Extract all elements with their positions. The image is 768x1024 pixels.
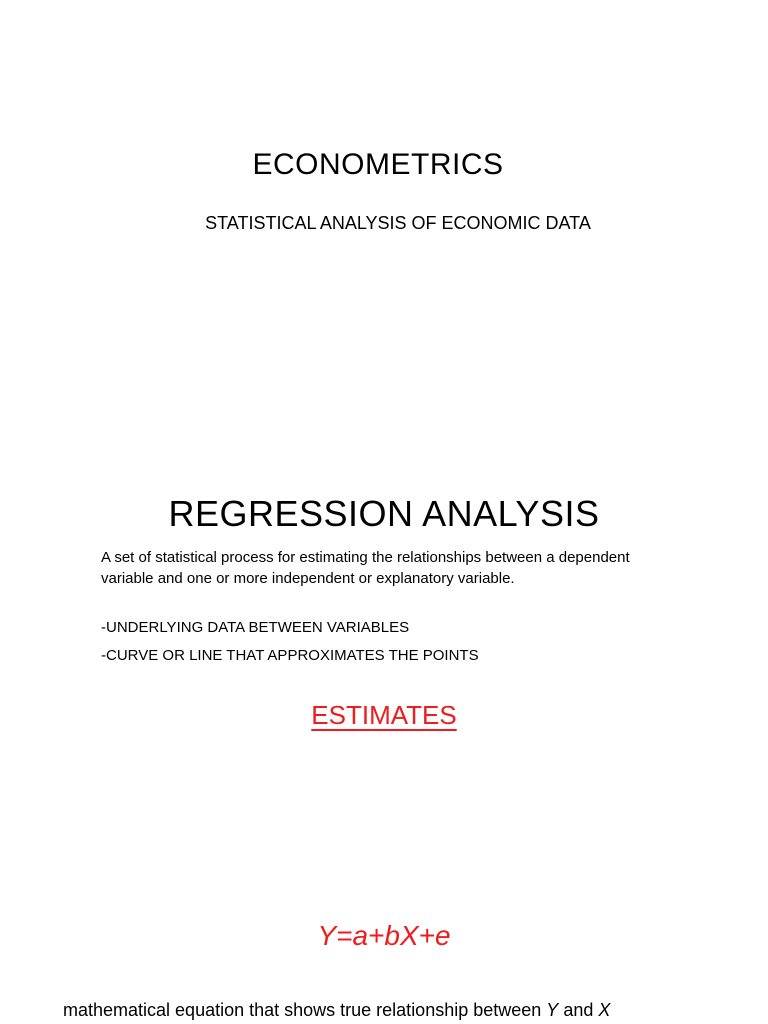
regression-equation: Y=a+bX+e [317,920,451,951]
bullet-item: -CURVE OR LINE THAT APPROXIMATES THE POINTS [101,647,479,664]
definition-paragraph: A set of statistical process for estimating the relationships between a dependent variable and one or more independent or explanatory variable. [101,549,630,587]
estimates-heading-wrapper [0,700,768,731]
slide-title-econometrics: ECONOMETRICS [252,148,504,181]
slide-subtitle: STATISTICAL ANALYSIS OF ECONOMIC DATA [205,213,591,233]
bullet-item: -UNDERLYING DATA BETWEEN VARIABLES [101,619,410,636]
equation-explanation [63,1000,763,1021]
slide-title-regression-analysis: REGRESSION ANALYSIS [168,493,600,534]
conjunction-text: and [558,1000,599,1020]
variable-y: Y [546,1000,559,1020]
estimates-heading: ESTIMATES [311,700,457,730]
variable-x: X [598,1000,611,1020]
explanation-text: mathematical equation that shows true relationship between [63,1000,547,1020]
